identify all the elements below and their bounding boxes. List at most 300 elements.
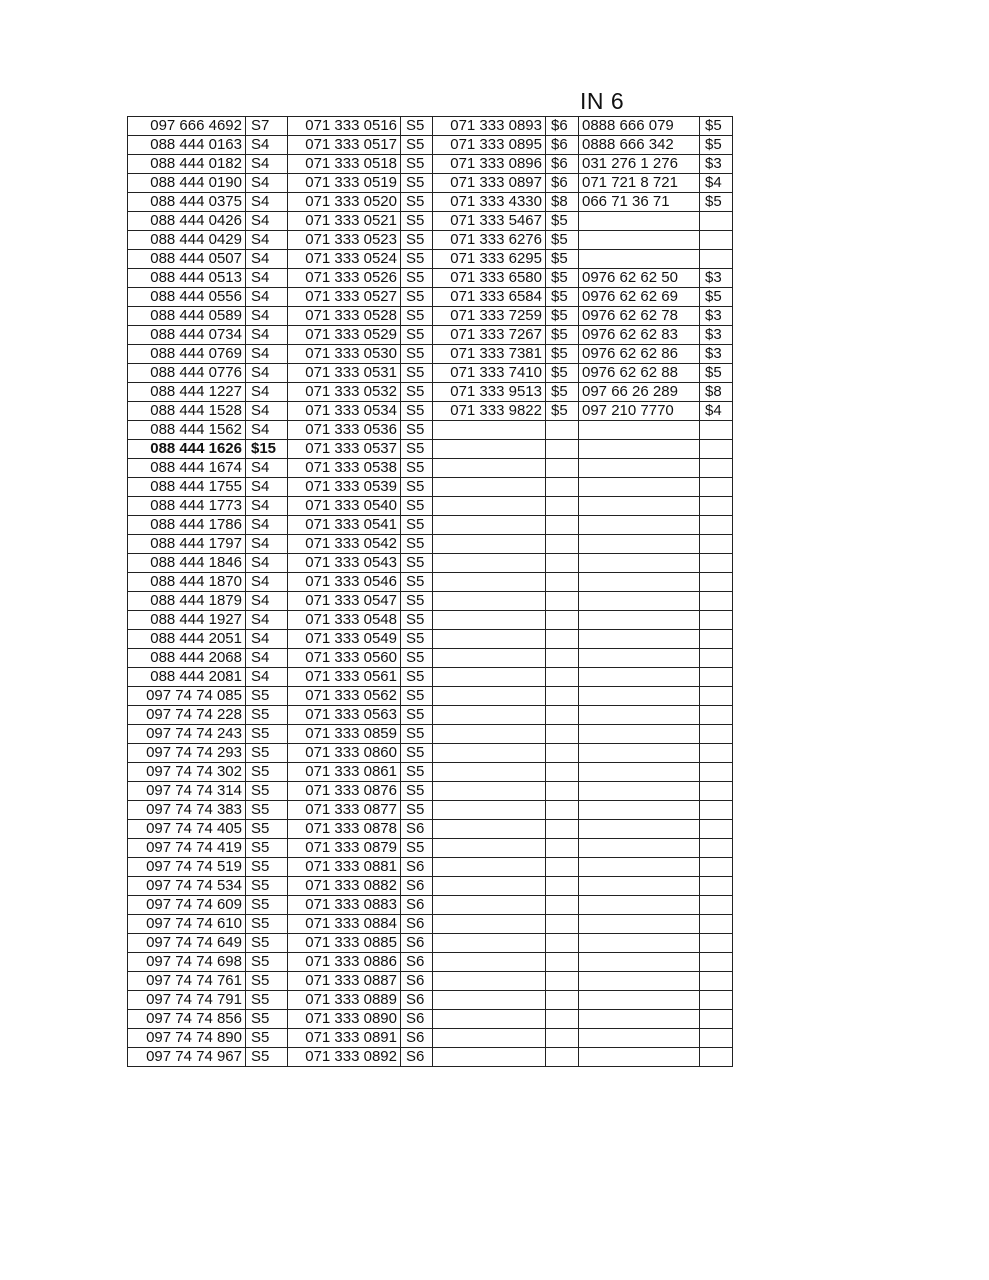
cell-price-c: $5	[546, 383, 579, 402]
cell-price-c	[546, 573, 579, 592]
cell-number-d	[579, 877, 700, 896]
cell-number-b: 071 333 0892	[288, 1048, 401, 1067]
cell-number-b: 071 333 0520	[288, 193, 401, 212]
cell-number-c: 071 333 9822	[433, 402, 546, 421]
cell-number-d	[579, 934, 700, 953]
cell-price-d	[700, 592, 733, 611]
cell-number-a: 097 74 74 610	[128, 915, 246, 934]
cell-price-d	[700, 744, 733, 763]
cell-number-d: 0976 62 62 69	[579, 288, 700, 307]
cell-number-c	[433, 630, 546, 649]
cell-price-c: $5	[546, 402, 579, 421]
cell-number-d	[579, 212, 700, 231]
cell-number-d	[579, 668, 700, 687]
cell-price-b: S5	[401, 649, 433, 668]
cell-number-a: 097 74 74 967	[128, 1048, 246, 1067]
table-row	[128, 383, 733, 402]
cell-number-b: 071 333 0527	[288, 288, 401, 307]
cell-number-b: 071 333 0547	[288, 592, 401, 611]
cell-price-a: S4	[246, 402, 288, 421]
cell-number-d: 0976 62 62 78	[579, 307, 700, 326]
cell-number-c: 071 333 7267	[433, 326, 546, 345]
cell-number-b: 071 333 0859	[288, 725, 401, 744]
cell-price-d: $4	[700, 174, 733, 193]
table-row	[128, 1048, 733, 1067]
cell-number-d	[579, 915, 700, 934]
cell-price-a: S4	[246, 535, 288, 554]
cell-price-b: S5	[401, 706, 433, 725]
cell-number-b: 071 333 0886	[288, 953, 401, 972]
cell-number-c	[433, 1048, 546, 1067]
cell-number-c: 071 333 9513	[433, 383, 546, 402]
cell-number-c	[433, 972, 546, 991]
cell-price-a: S5	[246, 972, 288, 991]
cell-number-b: 071 333 0876	[288, 782, 401, 801]
cell-price-c	[546, 535, 579, 554]
cell-price-a: S4	[246, 592, 288, 611]
cell-number-c	[433, 459, 546, 478]
cell-number-d	[579, 554, 700, 573]
cell-number-c: 071 333 0897	[433, 174, 546, 193]
cell-price-b: S5	[401, 725, 433, 744]
cell-price-b: S5	[401, 364, 433, 383]
cell-price-d	[700, 668, 733, 687]
cell-number-d	[579, 1048, 700, 1067]
cell-price-b: S5	[401, 554, 433, 573]
cell-number-c	[433, 592, 546, 611]
cell-price-c: $5	[546, 364, 579, 383]
cell-number-d: 066 71 36 71	[579, 193, 700, 212]
cell-price-a: S4	[246, 155, 288, 174]
cell-number-b: 071 333 0532	[288, 383, 401, 402]
cell-price-d	[700, 231, 733, 250]
cell-number-b: 071 333 0517	[288, 136, 401, 155]
cell-price-c	[546, 782, 579, 801]
cell-price-d	[700, 630, 733, 649]
cell-price-d	[700, 858, 733, 877]
cell-price-b: S5	[401, 459, 433, 478]
cell-price-c	[546, 858, 579, 877]
table-row	[128, 744, 733, 763]
cell-number-d	[579, 706, 700, 725]
table-row	[128, 136, 733, 155]
cell-price-c	[546, 820, 579, 839]
cell-price-d	[700, 915, 733, 934]
cell-price-c	[546, 421, 579, 440]
cell-number-a: 097 74 74 609	[128, 896, 246, 915]
cell-price-d: $3	[700, 326, 733, 345]
cell-price-d	[700, 820, 733, 839]
cell-price-c	[546, 896, 579, 915]
cell-number-a: 097 74 74 791	[128, 991, 246, 1010]
table-row	[128, 782, 733, 801]
cell-number-c: 071 333 7259	[433, 307, 546, 326]
cell-number-c: 071 333 5467	[433, 212, 546, 231]
cell-number-a: 088 444 0375	[128, 193, 246, 212]
cell-number-c	[433, 421, 546, 440]
cell-price-b: S6	[401, 820, 433, 839]
cell-number-d: 0976 62 62 83	[579, 326, 700, 345]
cell-price-d	[700, 706, 733, 725]
cell-price-b: S5	[401, 307, 433, 326]
cell-number-a: 088 444 0769	[128, 345, 246, 364]
cell-number-d	[579, 763, 700, 782]
cell-number-d	[579, 649, 700, 668]
cell-number-a: 088 444 1879	[128, 592, 246, 611]
cell-price-a: S4	[246, 288, 288, 307]
cell-number-b: 071 333 0883	[288, 896, 401, 915]
cell-price-a: S4	[246, 573, 288, 592]
cell-number-a: 097 666 4692	[128, 117, 246, 136]
cell-price-d	[700, 687, 733, 706]
cell-number-d	[579, 573, 700, 592]
cell-price-b: S5	[401, 402, 433, 421]
cell-price-a: S4	[246, 516, 288, 535]
cell-number-b: 071 333 0881	[288, 858, 401, 877]
cell-price-d	[700, 212, 733, 231]
table-row	[128, 706, 733, 725]
table-row	[128, 668, 733, 687]
table-row	[128, 364, 733, 383]
cell-number-a: 088 444 2051	[128, 630, 246, 649]
cell-number-b: 071 333 0860	[288, 744, 401, 763]
table-row	[128, 611, 733, 630]
cell-price-a: S5	[246, 706, 288, 725]
cell-price-b: S5	[401, 117, 433, 136]
cell-number-a: 088 444 0513	[128, 269, 246, 288]
cell-price-d	[700, 1010, 733, 1029]
table-row	[128, 421, 733, 440]
cell-price-a: S5	[246, 934, 288, 953]
cell-number-c	[433, 896, 546, 915]
cell-number-b: 071 333 0563	[288, 706, 401, 725]
cell-number-d	[579, 1010, 700, 1029]
cell-price-d	[700, 459, 733, 478]
table-row	[128, 991, 733, 1010]
cell-price-a: S4	[246, 193, 288, 212]
cell-price-a: S5	[246, 896, 288, 915]
cell-number-a: 097 74 74 228	[128, 706, 246, 725]
cell-number-b: 071 333 0538	[288, 459, 401, 478]
cell-number-d	[579, 250, 700, 269]
cell-price-b: S5	[401, 478, 433, 497]
cell-price-b: S6	[401, 915, 433, 934]
cell-number-a: 088 444 0776	[128, 364, 246, 383]
table-row	[128, 763, 733, 782]
cell-price-c	[546, 649, 579, 668]
cell-price-d	[700, 782, 733, 801]
cell-price-b: S5	[401, 497, 433, 516]
cell-price-c	[546, 877, 579, 896]
cell-number-b: 071 333 0528	[288, 307, 401, 326]
cell-price-b: S5	[401, 573, 433, 592]
table-row	[128, 1010, 733, 1029]
table-row	[128, 687, 733, 706]
cell-number-c	[433, 573, 546, 592]
cell-price-b: S5	[401, 269, 433, 288]
cell-price-d	[700, 839, 733, 858]
cell-price-d	[700, 554, 733, 573]
cell-price-c: $6	[546, 155, 579, 174]
cell-number-c	[433, 820, 546, 839]
table-row	[128, 801, 733, 820]
cell-number-d	[579, 801, 700, 820]
cell-price-b: S6	[401, 858, 433, 877]
cell-price-a: S7	[246, 117, 288, 136]
table-row	[128, 478, 733, 497]
cell-price-c	[546, 516, 579, 535]
cell-number-a: 088 444 0589	[128, 307, 246, 326]
table-row	[128, 896, 733, 915]
cell-price-a: S5	[246, 915, 288, 934]
cell-price-c	[546, 630, 579, 649]
cell-price-b: S6	[401, 953, 433, 972]
cell-price-a: S4	[246, 630, 288, 649]
cell-price-d	[700, 573, 733, 592]
cell-number-a: 097 74 74 856	[128, 1010, 246, 1029]
cell-price-d	[700, 877, 733, 896]
cell-number-d: 097 66 26 289	[579, 383, 700, 402]
table-row	[128, 1029, 733, 1048]
table-row	[128, 972, 733, 991]
cell-number-a: 088 444 0507	[128, 250, 246, 269]
cell-number-a: 088 444 2068	[128, 649, 246, 668]
cell-price-a: S4	[246, 269, 288, 288]
cell-price-a: S4	[246, 459, 288, 478]
cell-number-c: 071 333 6295	[433, 250, 546, 269]
cell-price-a: S5	[246, 763, 288, 782]
cell-price-b: S5	[401, 250, 433, 269]
cell-number-c	[433, 535, 546, 554]
cell-price-b: S5	[401, 136, 433, 155]
cell-number-b: 071 333 0885	[288, 934, 401, 953]
cell-price-b: S5	[401, 440, 433, 459]
cell-price-a: S4	[246, 421, 288, 440]
cell-number-d	[579, 858, 700, 877]
cell-price-a: S4	[246, 231, 288, 250]
cell-price-b: S5	[401, 193, 433, 212]
cell-price-c: $5	[546, 288, 579, 307]
cell-number-c	[433, 611, 546, 630]
cell-number-a: 088 444 0429	[128, 231, 246, 250]
cell-price-b: S5	[401, 516, 433, 535]
cell-number-d: 0976 62 62 50	[579, 269, 700, 288]
cell-number-c	[433, 744, 546, 763]
cell-number-a: 088 444 1786	[128, 516, 246, 535]
table-row	[128, 269, 733, 288]
table-row	[128, 934, 733, 953]
cell-price-d: $5	[700, 193, 733, 212]
table-row	[128, 535, 733, 554]
cell-number-c: 071 333 7410	[433, 364, 546, 383]
cell-number-a: 088 444 1562	[128, 421, 246, 440]
cell-number-c	[433, 554, 546, 573]
cell-price-d: $4	[700, 402, 733, 421]
cell-number-b: 071 333 0523	[288, 231, 401, 250]
cell-price-a: S5	[246, 782, 288, 801]
cell-price-a: S4	[246, 345, 288, 364]
cell-price-b: S6	[401, 1010, 433, 1029]
cell-number-b: 071 333 0861	[288, 763, 401, 782]
cell-price-b: S5	[401, 535, 433, 554]
table-row	[128, 725, 733, 744]
cell-number-d	[579, 611, 700, 630]
cell-price-d	[700, 516, 733, 535]
cell-number-d: 0888 666 342	[579, 136, 700, 155]
cell-price-d	[700, 934, 733, 953]
cell-price-a: S4	[246, 478, 288, 497]
cell-number-c: 071 333 0893	[433, 117, 546, 136]
cell-price-d	[700, 991, 733, 1010]
table-row	[128, 858, 733, 877]
table-row	[128, 326, 733, 345]
cell-number-c	[433, 649, 546, 668]
cell-number-a: 097 74 74 519	[128, 858, 246, 877]
cell-number-d	[579, 839, 700, 858]
cell-price-a: S5	[246, 687, 288, 706]
cell-price-a: S4	[246, 668, 288, 687]
cell-number-a: 097 74 74 649	[128, 934, 246, 953]
cell-number-b: 071 333 0537	[288, 440, 401, 459]
cell-number-b: 071 333 0524	[288, 250, 401, 269]
cell-price-d	[700, 972, 733, 991]
cell-number-b: 071 333 0521	[288, 212, 401, 231]
cell-price-a: S5	[246, 744, 288, 763]
cell-price-c	[546, 1029, 579, 1048]
cell-price-b: S5	[401, 763, 433, 782]
cell-number-a: 097 74 74 314	[128, 782, 246, 801]
cell-price-a: S4	[246, 364, 288, 383]
cell-number-c	[433, 706, 546, 725]
cell-price-b: S5	[401, 174, 433, 193]
cell-number-a: 088 444 1797	[128, 535, 246, 554]
cell-price-b: S6	[401, 1048, 433, 1067]
cell-number-b: 071 333 0889	[288, 991, 401, 1010]
cell-price-d	[700, 497, 733, 516]
cell-number-c	[433, 440, 546, 459]
cell-price-c: $5	[546, 345, 579, 364]
cell-price-d: $5	[700, 117, 733, 136]
page-title: IN 6	[580, 88, 625, 114]
cell-number-c	[433, 953, 546, 972]
cell-number-b: 071 333 0548	[288, 611, 401, 630]
cell-number-c: 071 333 6580	[433, 269, 546, 288]
cell-price-b: S6	[401, 972, 433, 991]
cell-price-b: S5	[401, 839, 433, 858]
cell-price-b: S5	[401, 630, 433, 649]
cell-price-c	[546, 611, 579, 630]
cell-number-b: 071 333 0884	[288, 915, 401, 934]
cell-number-a: 097 74 74 761	[128, 972, 246, 991]
cell-price-a: S4	[246, 326, 288, 345]
cell-number-b: 071 333 0529	[288, 326, 401, 345]
cell-number-b: 071 333 0534	[288, 402, 401, 421]
cell-number-d: 071 721 8 721	[579, 174, 700, 193]
cell-number-b: 071 333 0891	[288, 1029, 401, 1048]
table-row	[128, 231, 733, 250]
cell-price-a: S5	[246, 801, 288, 820]
cell-number-a: 097 74 74 419	[128, 839, 246, 858]
table-row	[128, 497, 733, 516]
cell-number-c	[433, 801, 546, 820]
cell-price-a: S4	[246, 554, 288, 573]
cell-price-c: $5	[546, 231, 579, 250]
cell-number-b: 071 333 0546	[288, 573, 401, 592]
cell-price-b: S5	[401, 611, 433, 630]
table-body	[128, 117, 733, 1067]
cell-price-d: $3	[700, 345, 733, 364]
cell-price-c: $6	[546, 174, 579, 193]
table-row	[128, 440, 733, 459]
cell-price-d	[700, 725, 733, 744]
cell-number-d	[579, 440, 700, 459]
cell-number-d: 0976 62 62 86	[579, 345, 700, 364]
cell-price-c	[546, 763, 579, 782]
cell-price-d	[700, 1029, 733, 1048]
cell-number-d	[579, 820, 700, 839]
cell-number-b: 071 333 0531	[288, 364, 401, 383]
cell-number-a: 088 444 1528	[128, 402, 246, 421]
cell-number-c	[433, 1010, 546, 1029]
cell-number-d	[579, 991, 700, 1010]
cell-price-c	[546, 592, 579, 611]
table-row	[128, 117, 733, 136]
cell-number-c	[433, 725, 546, 744]
cell-price-c: $5	[546, 307, 579, 326]
table-row	[128, 649, 733, 668]
cell-number-b: 071 333 0516	[288, 117, 401, 136]
cell-number-d	[579, 725, 700, 744]
cell-price-a: S4	[246, 383, 288, 402]
cell-price-c	[546, 478, 579, 497]
cell-number-b: 071 333 0560	[288, 649, 401, 668]
cell-number-c	[433, 763, 546, 782]
cell-price-d	[700, 896, 733, 915]
cell-price-b: S5	[401, 231, 433, 250]
cell-number-a: 097 74 74 698	[128, 953, 246, 972]
cell-price-c	[546, 915, 579, 934]
cell-number-a: 088 444 0182	[128, 155, 246, 174]
cell-number-a: 088 444 0163	[128, 136, 246, 155]
cell-number-b: 071 333 0541	[288, 516, 401, 535]
cell-number-d	[579, 592, 700, 611]
cell-price-b: S5	[401, 212, 433, 231]
cell-price-c	[546, 934, 579, 953]
cell-price-a: S4	[246, 649, 288, 668]
cell-number-c	[433, 839, 546, 858]
cell-price-b: S5	[401, 326, 433, 345]
cell-price-c	[546, 440, 579, 459]
cell-number-c: 071 333 6584	[433, 288, 546, 307]
cell-price-c: $5	[546, 250, 579, 269]
cell-price-d	[700, 250, 733, 269]
cell-price-b: S6	[401, 896, 433, 915]
cell-number-d	[579, 535, 700, 554]
cell-price-d	[700, 440, 733, 459]
cell-price-b: S5	[401, 421, 433, 440]
cell-price-b: S5	[401, 592, 433, 611]
table-row	[128, 877, 733, 896]
cell-price-c	[546, 972, 579, 991]
cell-number-d	[579, 459, 700, 478]
cell-price-a: S4	[246, 250, 288, 269]
cell-number-d	[579, 896, 700, 915]
cell-number-c	[433, 516, 546, 535]
cell-price-c: $6	[546, 136, 579, 155]
cell-price-d	[700, 1048, 733, 1067]
cell-number-b: 071 333 0887	[288, 972, 401, 991]
cell-number-c: 071 333 0895	[433, 136, 546, 155]
